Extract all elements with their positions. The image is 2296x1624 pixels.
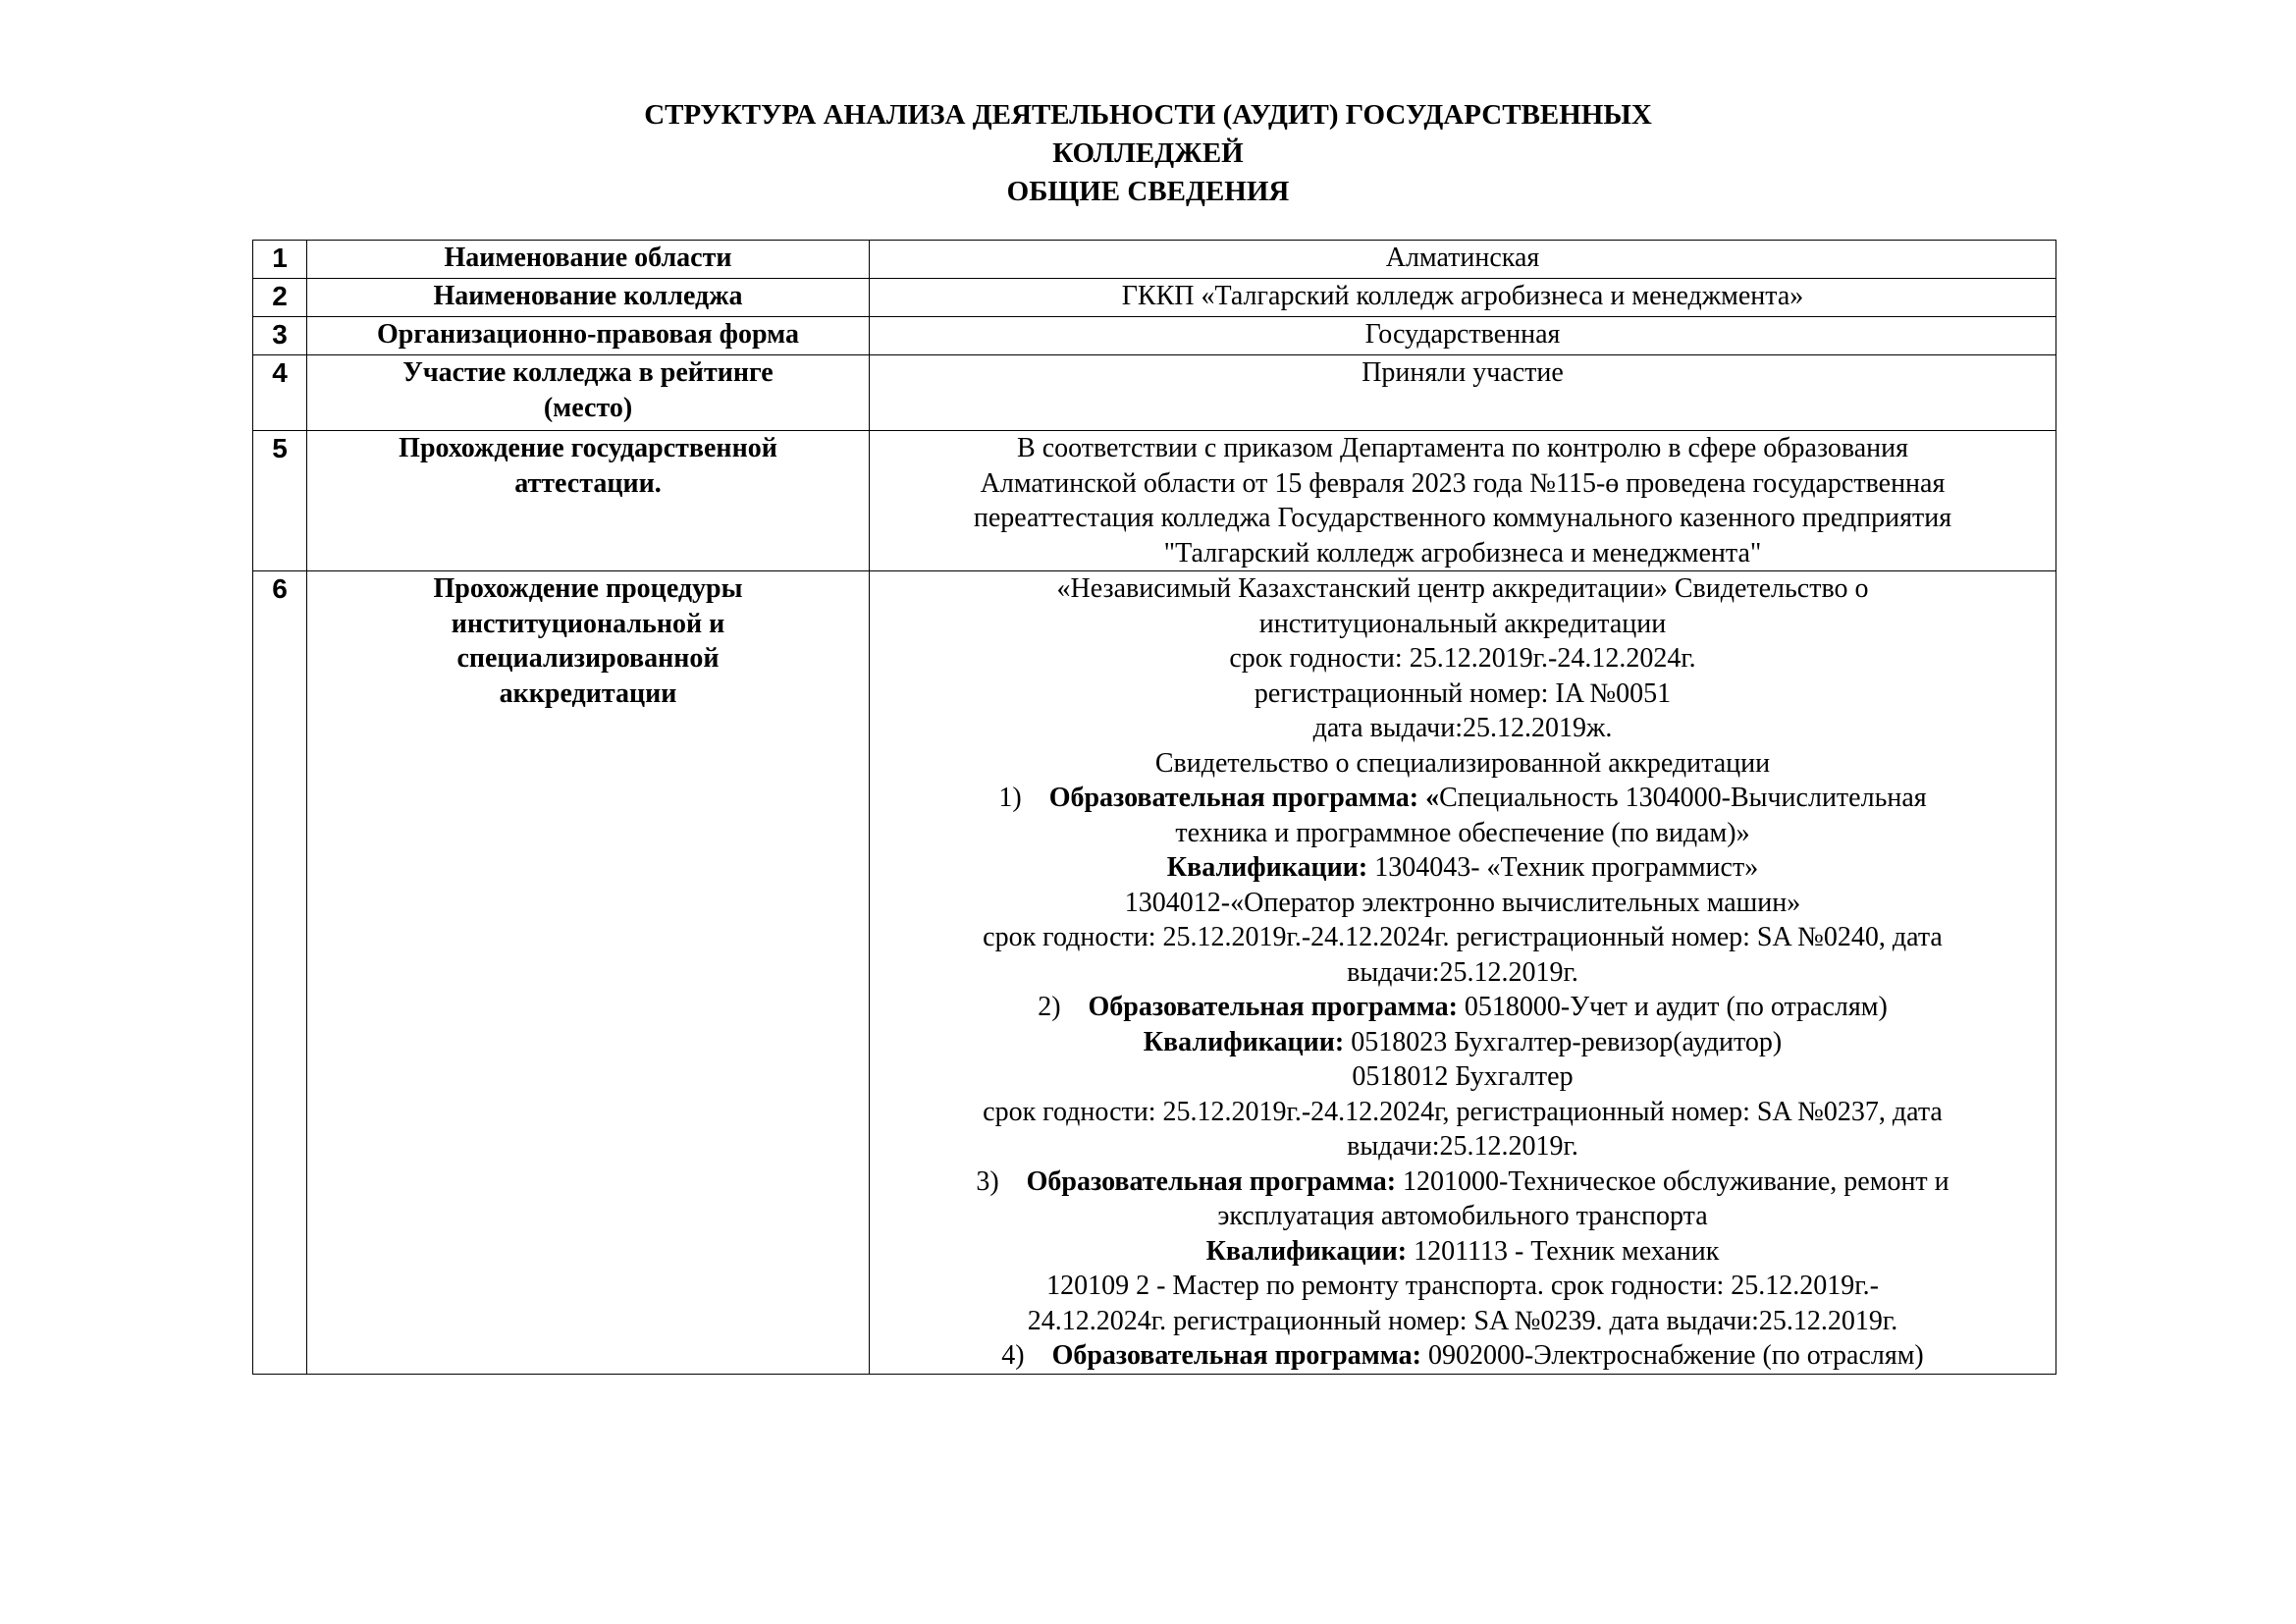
qualification-label: Квалификации: <box>1143 1026 1345 1057</box>
row-label: Наименование области <box>307 241 870 279</box>
row-value: Приняли участие <box>870 355 2056 431</box>
table-row <box>253 571 2056 1375</box>
row-number: 2 <box>253 279 307 317</box>
row-label <box>307 431 870 571</box>
value-line: выдачи:25.12.2019г. <box>1347 1131 1578 1162</box>
row-label-line: Прохождение государственной <box>399 433 777 463</box>
list-marker: 4) <box>1001 1340 1025 1371</box>
row-label-line: (место) <box>543 392 633 423</box>
program-text: 0518000-Учет и аудит (по отраслям) <box>1457 992 1888 1022</box>
value-line: переаттестация колледжа Государственного коммунального казенного предприятия <box>973 503 1952 533</box>
value-line: 1304012-«Оператор электронно вычислительных машин» <box>1124 887 1801 918</box>
value-line: срок годности: 25.12.2019г.-24.12.2024г. регистрационный номер: SA №0240, дата <box>983 922 1943 952</box>
value-line: Алматинской области от 15 февраля 2023 года №115-ө проведена государственная <box>980 467 1946 499</box>
value-line: срок годности: 25.12.2019г.-24.12.2024г, регистрационный номер: SA №0237, дата <box>983 1096 1943 1127</box>
title-line-1: СТРУКТУРА АНАЛИЗА ДЕЯТЕЛЬНОСТИ (АУДИТ) ГОСУДАРСТВЕННЫХ <box>644 99 1652 131</box>
row-label <box>307 355 870 431</box>
row-label-line: аккредитации <box>499 677 677 709</box>
table-row <box>253 317 2056 355</box>
program-text: 0902000-Электроснабжение (по отраслям) <box>1420 1340 1924 1371</box>
list-marker: 3) <box>976 1165 999 1197</box>
row-value: ГККП «Талгарский колледж агробизнеса и менеджмента» <box>870 279 2056 317</box>
qualification-text: 1201113 - Техник механик <box>1407 1235 1720 1267</box>
program-label: Образовательная программа: <box>1051 1340 1421 1371</box>
value-line: Свидетельство о специализированной аккредитации <box>1154 747 1771 779</box>
qualification-text: 0518023 Бухгалтер-ревизор(аудитор) <box>1344 1026 1783 1057</box>
qualification-text: 1304043- «Техник программист» <box>1367 852 1759 883</box>
title-line-2: КОЛЛЕДЖЕЙ <box>1052 137 1244 169</box>
table-row <box>253 431 2056 571</box>
table-row <box>253 241 2056 279</box>
value-line: 0518012 Бухгалтер <box>1352 1061 1574 1092</box>
value-line: эксплуатация автомобильного транспорта <box>1217 1201 1708 1231</box>
program-text: Специальность 1304000-Вычислительная <box>1439 783 1927 813</box>
value-line: 120109 2 - Мастер по ремонту транспорта. срок годности: 25.12.2019г.- <box>1046 1271 1879 1301</box>
value-line: срок годности: 25.12.2019г.-24.12.2024г. <box>1229 643 1696 674</box>
document-title <box>0 96 2296 211</box>
value-line: «Независимый Казахстанский центр аккредитации» Свидетельство о <box>1056 573 1869 604</box>
value-line: дата выдачи:25.12.2019ж. <box>1312 713 1613 743</box>
title-line-3: ОБЩИЕ СВЕДЕНИЯ <box>1006 176 1290 207</box>
qualification-line <box>876 850 2050 886</box>
row-number: 4 <box>253 355 307 431</box>
value-line: 24.12.2024г. регистрационный номер: SA №0239. дата выдачи:25.12.2019г. <box>1027 1305 1898 1336</box>
row-label-line: институциональной и <box>451 608 725 639</box>
table-row <box>253 355 2056 431</box>
row-number: 1 <box>253 241 307 279</box>
value-line: В соответствии с приказом Департамента по контролю в сфере образования <box>1017 433 1908 463</box>
row-number: 6 <box>253 571 307 1375</box>
row-label: Организационно-правовая форма <box>307 317 870 355</box>
program-1-heading <box>876 781 2050 816</box>
list-marker: 2) <box>1038 992 1061 1022</box>
qualification-label: Квалификации: <box>1205 1235 1408 1267</box>
value-line: регистрационный номер: IA №0051 <box>1254 677 1672 709</box>
row-number: 5 <box>253 431 307 571</box>
program-3-heading <box>876 1164 2050 1200</box>
program-text: 1201000-Техническое обслуживание, ремонт и <box>1396 1165 1949 1197</box>
program-label: Образовательная программа: « <box>1048 783 1440 813</box>
row-number: 3 <box>253 317 307 355</box>
program-label: Образовательная программа: <box>1088 992 1458 1022</box>
row-value <box>870 571 2056 1375</box>
qualification-line <box>876 1234 2050 1270</box>
qualification-label: Квалификации: <box>1166 852 1368 883</box>
program-4-heading <box>876 1338 2050 1374</box>
row-label-line: Прохождение процедуры <box>433 573 743 604</box>
value-line: "Талгарский колледж агробизнеса и менеджмента" <box>1163 537 1762 568</box>
row-label <box>307 571 870 1375</box>
row-value <box>870 431 2056 571</box>
table-row <box>253 279 2056 317</box>
value-line: институциональный аккредитации <box>1258 608 1667 639</box>
general-info-table <box>252 240 2056 1375</box>
list-marker: 1) <box>998 783 1022 813</box>
value-line: техника и программное обеспечение (по видам)» <box>1175 817 1750 848</box>
row-label-line: Участие колледжа в рейтинге <box>402 357 774 388</box>
qualification-line <box>876 1025 2050 1060</box>
row-value: Алматинская <box>870 241 2056 279</box>
program-2-heading <box>876 990 2050 1025</box>
value-line: выдачи:25.12.2019г. <box>1347 956 1578 988</box>
program-label: Образовательная программа: <box>1026 1165 1397 1197</box>
row-label: Наименование колледжа <box>307 279 870 317</box>
row-value: Государственная <box>870 317 2056 355</box>
row-label-line: аттестации. <box>514 467 662 499</box>
row-label-line: специализированной <box>456 643 720 674</box>
